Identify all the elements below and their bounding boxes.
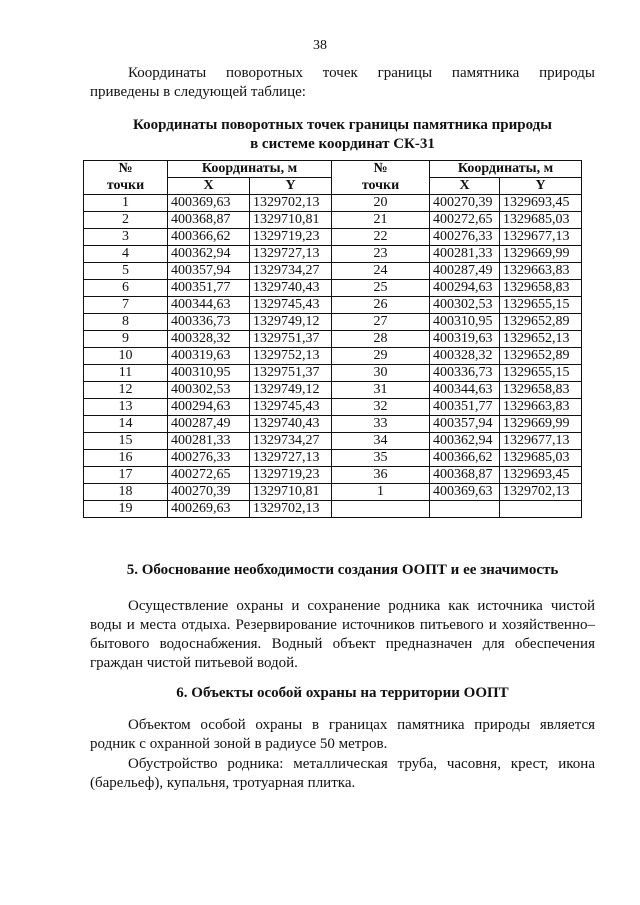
x-coordinate-cell: 400336,73 xyxy=(430,365,500,382)
table-header-row-2 xyxy=(84,178,582,195)
header-point-number: № xyxy=(332,161,430,178)
table-title-line-1: Координаты поворотных точек границы памятника природы xyxy=(133,117,552,133)
y-coordinate-cell: 1329663,83 xyxy=(500,399,582,416)
x-coordinate-cell: 400362,94 xyxy=(168,246,250,263)
point-number-cell: 25 xyxy=(332,280,430,297)
header-y: Y xyxy=(250,178,332,195)
point-number-cell: 32 xyxy=(332,399,430,416)
x-coordinate-cell: 400344,63 xyxy=(430,382,500,399)
x-coordinate-cell: 400294,63 xyxy=(430,280,500,297)
y-coordinate-cell: 1329719,23 xyxy=(250,467,332,484)
point-number-cell: 26 xyxy=(332,297,430,314)
y-coordinate-cell: 1329710,81 xyxy=(250,484,332,501)
point-number-cell: 36 xyxy=(332,467,430,484)
y-coordinate-cell: 1329677,13 xyxy=(500,433,582,450)
x-coordinate-cell: 400369,63 xyxy=(430,484,500,501)
point-number-cell: 7 xyxy=(84,297,168,314)
point-number-cell: 2 xyxy=(84,212,168,229)
x-coordinate-cell: 400366,62 xyxy=(168,229,250,246)
x-coordinate-cell: 400276,33 xyxy=(168,450,250,467)
table-row xyxy=(84,365,582,382)
x-coordinate-cell xyxy=(430,501,500,518)
point-number-cell: 28 xyxy=(332,331,430,348)
table-row xyxy=(84,280,582,297)
x-coordinate-cell: 400366,62 xyxy=(430,450,500,467)
x-coordinate-cell: 400328,32 xyxy=(430,348,500,365)
y-coordinate-cell xyxy=(500,501,582,518)
point-number-cell: 6 xyxy=(84,280,168,297)
x-coordinate-cell: 400344,63 xyxy=(168,297,250,314)
x-coordinate-cell: 400281,33 xyxy=(430,246,500,263)
y-coordinate-cell: 1329719,23 xyxy=(250,229,332,246)
x-coordinate-cell: 400362,94 xyxy=(430,433,500,450)
point-number-cell: 19 xyxy=(84,501,168,518)
y-coordinate-cell: 1329685,03 xyxy=(500,450,582,467)
y-coordinate-cell: 1329663,83 xyxy=(500,263,582,280)
table-row xyxy=(84,212,582,229)
y-coordinate-cell: 1329752,13 xyxy=(250,348,332,365)
y-coordinate-cell: 1329745,43 xyxy=(250,399,332,416)
point-number-cell: 31 xyxy=(332,382,430,399)
y-coordinate-cell: 1329702,13 xyxy=(250,195,332,212)
point-number-cell: 5 xyxy=(84,263,168,280)
point-number-cell: 21 xyxy=(332,212,430,229)
point-number-cell: 35 xyxy=(332,450,430,467)
point-number-cell: 1 xyxy=(332,484,430,501)
x-coordinate-cell: 400357,94 xyxy=(168,263,250,280)
coordinates-table xyxy=(83,160,582,518)
point-number-cell: 33 xyxy=(332,416,430,433)
x-coordinate-cell: 400319,63 xyxy=(168,348,250,365)
x-coordinate-cell: 400294,63 xyxy=(168,399,250,416)
x-coordinate-cell: 400281,33 xyxy=(168,433,250,450)
point-number-cell: 4 xyxy=(84,246,168,263)
point-number-cell: 14 xyxy=(84,416,168,433)
x-coordinate-cell: 400369,63 xyxy=(168,195,250,212)
table-row xyxy=(84,484,582,501)
y-coordinate-cell: 1329751,37 xyxy=(250,331,332,348)
y-coordinate-cell: 1329652,89 xyxy=(500,348,582,365)
x-coordinate-cell: 400302,53 xyxy=(168,382,250,399)
x-coordinate-cell: 400272,65 xyxy=(430,212,500,229)
intro-line-1: Координаты поворотных точек границы памятника природы xyxy=(128,65,595,81)
header-point-label: точки xyxy=(84,178,168,195)
y-coordinate-cell: 1329658,83 xyxy=(500,280,582,297)
y-coordinate-cell: 1329727,13 xyxy=(250,450,332,467)
table-row xyxy=(84,263,582,280)
y-coordinate-cell: 1329655,15 xyxy=(500,365,582,382)
point-number-cell xyxy=(332,501,430,518)
intro-paragraph xyxy=(90,64,595,102)
y-coordinate-cell: 1329745,43 xyxy=(250,297,332,314)
header-point-number: № xyxy=(84,161,168,178)
x-coordinate-cell: 400310,95 xyxy=(168,365,250,382)
y-coordinate-cell: 1329710,81 xyxy=(250,212,332,229)
y-coordinate-cell: 1329655,15 xyxy=(500,297,582,314)
table-row xyxy=(84,229,582,246)
header-coordinates: Координаты, м xyxy=(430,161,582,178)
x-coordinate-cell: 400287,49 xyxy=(430,263,500,280)
point-number-cell: 3 xyxy=(84,229,168,246)
point-number-cell: 16 xyxy=(84,450,168,467)
table-title xyxy=(90,116,595,154)
table-row xyxy=(84,467,582,484)
header-coordinates: Координаты, м xyxy=(168,161,332,178)
y-coordinate-cell: 1329669,99 xyxy=(500,246,582,263)
y-coordinate-cell: 1329658,83 xyxy=(500,382,582,399)
section-6-text-1 xyxy=(90,716,595,754)
table-row xyxy=(84,433,582,450)
y-coordinate-cell: 1329751,37 xyxy=(250,365,332,382)
y-coordinate-cell: 1329702,13 xyxy=(500,484,582,501)
y-coordinate-cell: 1329740,43 xyxy=(250,416,332,433)
point-number-cell: 8 xyxy=(84,314,168,331)
table-row xyxy=(84,382,582,399)
x-coordinate-cell: 400368,87 xyxy=(168,212,250,229)
point-number-cell: 12 xyxy=(84,382,168,399)
x-coordinate-cell: 400287,49 xyxy=(168,416,250,433)
header-x: X xyxy=(168,178,250,195)
x-coordinate-cell: 400276,33 xyxy=(430,229,500,246)
y-coordinate-cell: 1329652,13 xyxy=(500,331,582,348)
table-row xyxy=(84,450,582,467)
y-coordinate-cell: 1329749,12 xyxy=(250,314,332,331)
y-coordinate-cell: 1329734,27 xyxy=(250,433,332,450)
table-row xyxy=(84,348,582,365)
section-6-heading: 6. Объекты особой охраны на территории ООПТ xyxy=(176,685,509,701)
table-row xyxy=(84,399,582,416)
x-coordinate-cell: 400270,39 xyxy=(168,484,250,501)
y-coordinate-cell: 1329727,13 xyxy=(250,246,332,263)
section-5-paragraph: Осуществление охраны и сохранение родника как источника чистой воды и места отдыха. Резервирование источников питьевого и хозяйственно–бытового водоснабжения. Водный объект предназначен для обеспечения граждан чистой питьевой водой. xyxy=(90,598,595,671)
y-coordinate-cell: 1329652,89 xyxy=(500,314,582,331)
y-coordinate-cell: 1329669,99 xyxy=(500,416,582,433)
point-number-cell: 20 xyxy=(332,195,430,212)
y-coordinate-cell: 1329693,45 xyxy=(500,467,582,484)
y-coordinate-cell: 1329702,13 xyxy=(250,501,332,518)
table-row xyxy=(84,314,582,331)
point-number-cell: 15 xyxy=(84,433,168,450)
table-row xyxy=(84,501,582,518)
table-row xyxy=(84,195,582,212)
section-5-text xyxy=(90,597,595,673)
x-coordinate-cell: 400270,39 xyxy=(430,195,500,212)
table-body xyxy=(84,195,582,518)
point-number-cell: 27 xyxy=(332,314,430,331)
point-number-cell: 11 xyxy=(84,365,168,382)
y-coordinate-cell: 1329740,43 xyxy=(250,280,332,297)
point-number-cell: 17 xyxy=(84,467,168,484)
point-number-cell: 24 xyxy=(332,263,430,280)
table-header-row-1 xyxy=(84,161,582,178)
point-number-cell: 10 xyxy=(84,348,168,365)
x-coordinate-cell: 400328,32 xyxy=(168,331,250,348)
x-coordinate-cell: 400319,63 xyxy=(430,331,500,348)
x-coordinate-cell: 400368,87 xyxy=(430,467,500,484)
point-number-cell: 13 xyxy=(84,399,168,416)
section-6-text-2 xyxy=(90,755,595,793)
x-coordinate-cell: 400351,77 xyxy=(430,399,500,416)
x-coordinate-cell: 400310,95 xyxy=(430,314,500,331)
point-number-cell: 29 xyxy=(332,348,430,365)
point-number-cell: 1 xyxy=(84,195,168,212)
section-6-paragraph-1: Объектом особой охраны в границах памятника природы является родник с охранной зоной в радиусе 50 метров. xyxy=(90,717,595,752)
x-coordinate-cell: 400302,53 xyxy=(430,297,500,314)
point-number-cell: 18 xyxy=(84,484,168,501)
y-coordinate-cell: 1329677,13 xyxy=(500,229,582,246)
table-row xyxy=(84,297,582,314)
table-row xyxy=(84,416,582,433)
table-row xyxy=(84,246,582,263)
point-number-cell: 34 xyxy=(332,433,430,450)
x-coordinate-cell: 400357,94 xyxy=(430,416,500,433)
y-coordinate-cell: 1329685,03 xyxy=(500,212,582,229)
table-row xyxy=(84,331,582,348)
header-x: X xyxy=(430,178,500,195)
x-coordinate-cell: 400272,65 xyxy=(168,467,250,484)
x-coordinate-cell: 400269,63 xyxy=(168,501,250,518)
page-number: 38 xyxy=(313,38,327,53)
y-coordinate-cell: 1329693,45 xyxy=(500,195,582,212)
section-5-heading: 5. Обоснование необходимости создания ООПТ и ее значимость xyxy=(126,562,559,578)
header-point-label: точки xyxy=(332,178,430,195)
intro-line-2: приведены в следующей таблице: xyxy=(90,84,306,100)
table-title-line-2: в системе координат СК-31 xyxy=(250,136,435,152)
x-coordinate-cell: 400336,73 xyxy=(168,314,250,331)
point-number-cell: 23 xyxy=(332,246,430,263)
point-number-cell: 22 xyxy=(332,229,430,246)
section-6-paragraph-2: Обустройство родника: металлическая труба, часовня, крест, икона (барельеф), купальня, тротуарная плитка. xyxy=(90,756,595,791)
point-number-cell: 9 xyxy=(84,331,168,348)
y-coordinate-cell: 1329734,27 xyxy=(250,263,332,280)
x-coordinate-cell: 400351,77 xyxy=(168,280,250,297)
y-coordinate-cell: 1329749,12 xyxy=(250,382,332,399)
header-y: Y xyxy=(500,178,582,195)
point-number-cell: 30 xyxy=(332,365,430,382)
